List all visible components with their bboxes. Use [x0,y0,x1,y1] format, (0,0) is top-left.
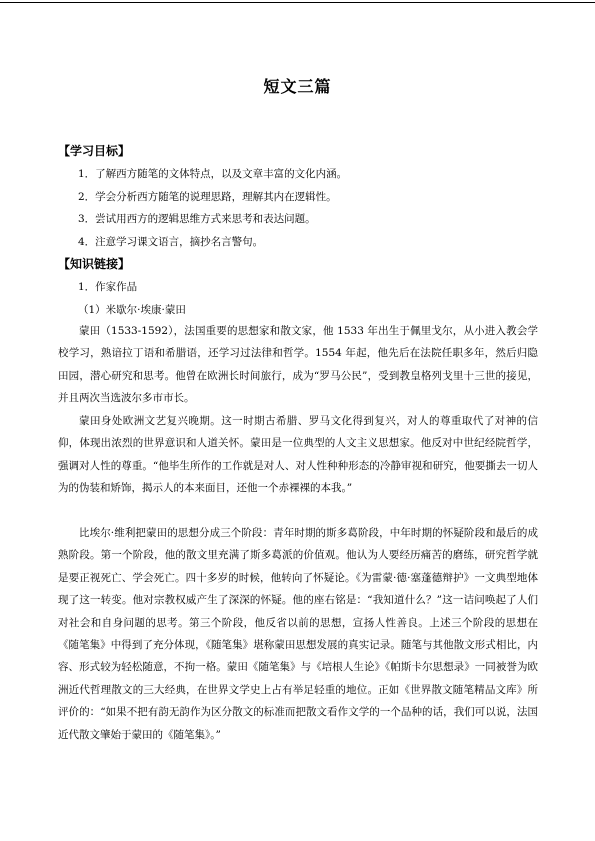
learning-goals-heading: 【学习目标】 [58,144,131,158]
goal-item-2: 2．学会分析西方随笔的说理思路，理解其内在逻辑性。 [78,191,337,203]
page-title: 短文三篇 [263,77,332,96]
paragraph-biography: 蒙田（1533-1592），法国重要的思想家和散文家，他 1533 年出生于佩里戈尔，从小进入教会学校学习，熟谙拉丁语和希腊语，还学习过法律和哲学。1554 年起，他先后在法院任职多年，然后归隐田园，潜心研究和思考。他曾在欧洲长时间旅行，成为“罗马公民”，受到教皇格列戈里十三世的接见，并且两次当选波尔多市市长。 [58,325,538,405]
knowledge-item-1: 1．作家作品 [78,281,138,293]
paragraph-renaissance: 蒙田身处欧洲文艺复兴晚期。这一时期古希腊、罗马文化得到复兴，对人的尊重取代了对神的信仰，体现出浓烈的世界意识和人道关怀。蒙田是一位典型的人文主义思想家。他反对中世纪经院哲学，强调对人性的尊重。“他毕生所作的工作就是对人、对人性种种形态的冷静审视和研究，他要撕去一切人为的伪装和矫饰，揭示人的本来面目，还他一个赤裸裸的本我。” [58,415,538,495]
paragraph-three-stages: 比埃尔·维利把蒙田的思想分成三个阶段：青年时期的斯多葛阶段，中年时期的怀疑阶段和最后的成熟阶段。第一个阶段，他的散文里充满了斯多葛派的价值观。他认为人要经历痛苦的磨练，研究哲学就是要正视死亡、学会死亡。四十多岁的时候，他转向了怀疑论。《为雷蒙·德·塞蓬德辩护》一文典型地体现了这一转变。他对宗教权威产生了深深的怀疑。他的座右铭是：“我知道什么？”这一诘问唤起了人们对社会和自身问题的思考。第三个阶段，他反省以前的思想，宣扬人性善良。上述三个阶段的思想在《随笔集》中得到了充分体现，《随笔集》堪称蒙田思想发展的真实记录。随笔与其他散文形式相比，内容、形式较为轻松随意，不拘一格。蒙田《随笔集》与《培根人生论》《帕斯卡尔思想录》一同被誉为欧洲近代哲理散文的三大经典，在世界文学史上占有举足轻重的地位。正如《世界散文随笔精品文库》所评价的：“如果不把有韵无韵作为区分散文的标准而把散文看作文学的一个品种的话，我们可以说，法国近代散文肇始于蒙田的《随笔集》。” [58,527,538,741]
header-rule [0,2,595,3]
goal-item-4: 4．注意学习课文语言，摘抄名言警句。 [78,236,264,248]
goal-item-3: 3．尝试用西方的逻辑思维方式来思考和表达问题。 [78,213,316,225]
goal-item-1: 1．了解西方随笔的文体特点，以及文章丰富的文化内涵。 [78,168,348,180]
author-subheading: （1）米歇尔·埃康·蒙田 [78,304,186,316]
knowledge-link-heading: 【知识链接】 [58,257,131,271]
